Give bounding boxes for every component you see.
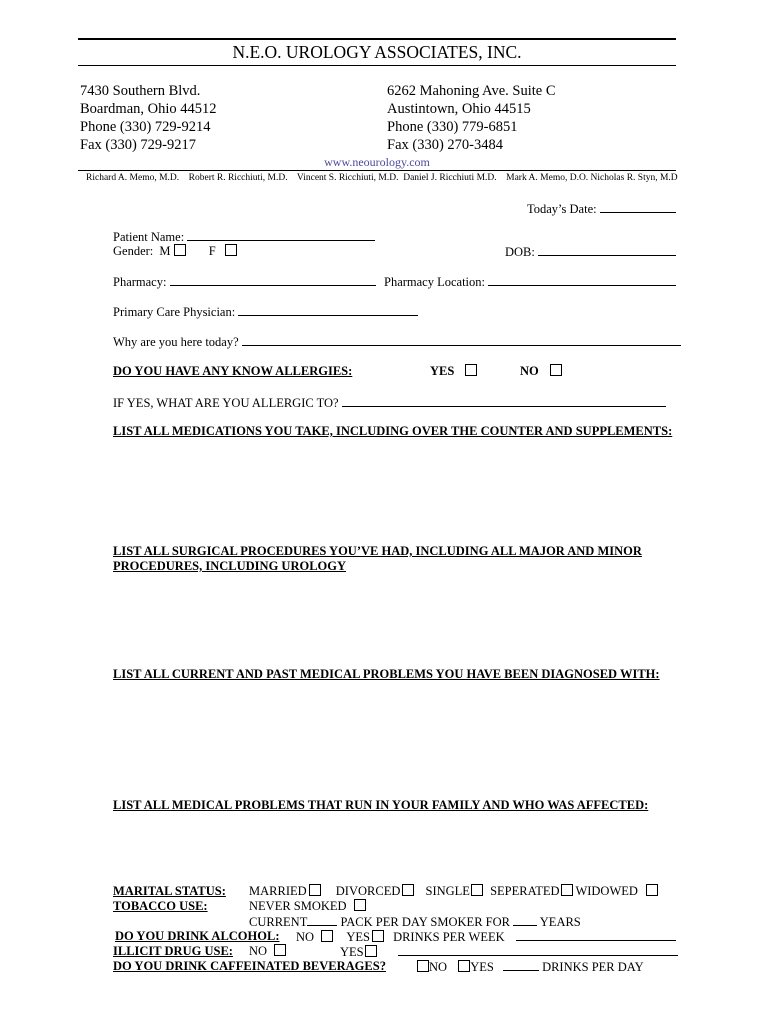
pack-per-day-label: PACK PER DAY SMOKER FOR <box>340 915 510 929</box>
gender-female-label: F <box>208 244 216 258</box>
widowed-checkbox[interactable] <box>646 884 658 896</box>
dob-label: DOB: <box>505 245 535 259</box>
current-label: CURRENT <box>249 915 308 929</box>
single-checkbox[interactable] <box>471 884 483 896</box>
austintown-city: Austintown, Ohio 44515 <box>387 101 531 117</box>
header-top-rule <box>78 38 676 40</box>
family-problems-heading: LIST ALL MEDICAL PROBLEMS THAT RUN IN YOUR FAMILY AND WHO WAS AFFECTED: <box>113 798 649 812</box>
pharmacy-location-blank[interactable] <box>488 274 676 286</box>
never-smoked-label: NEVER SMOKED <box>249 899 347 913</box>
gender-female-checkbox[interactable] <box>225 244 237 256</box>
page-title: N.E.O. UROLOGY ASSOCIATES, INC. <box>232 42 522 62</box>
reason-label: Why are you here today? <box>113 335 239 349</box>
medications-heading: LIST ALL MEDICATIONS YOU TAKE, INCLUDING OVER THE COUNTER AND SUPPLEMENTS: <box>113 424 673 438</box>
married-label: MARRIED <box>249 884 307 898</box>
drinks-per-day-label: DRINKS PER DAY <box>542 960 644 974</box>
seperated-checkbox[interactable] <box>561 884 573 896</box>
drug-yes-label: YES <box>340 945 364 959</box>
header-title-rule <box>78 65 676 66</box>
allergies-question: DO YOU HAVE ANY KNOW ALLERGIES: <box>113 364 353 378</box>
surgical-heading-line2: PROCEDURES, INCLUDING UROLOGY <box>113 559 347 573</box>
alcohol-no-checkbox[interactable] <box>321 930 333 942</box>
pharmacy-blank[interactable] <box>170 274 376 286</box>
drinks-per-week-label: DRINKS PER WEEK <box>393 930 505 944</box>
alcohol-no-label: NO <box>296 930 315 944</box>
allergies-no-option[interactable] <box>520 364 562 379</box>
widowed-label: WIDOWED <box>575 884 638 898</box>
boardman-city: Boardman, Ohio 44512 <box>80 101 217 117</box>
pharmacy-location-field[interactable] <box>384 274 676 290</box>
gender-male-label: M <box>159 244 171 258</box>
smoking-years-blank[interactable] <box>513 914 537 926</box>
allergic-to-label: IF YES, WHAT ARE YOU ALLERGIC TO? <box>113 396 339 410</box>
medical-problems-heading: LIST ALL CURRENT AND PAST MEDICAL PROBLEMS YOU HAVE BEEN DIAGNOSED WITH: <box>113 667 660 681</box>
packs-per-day-blank[interactable] <box>307 914 337 926</box>
todays-date-field[interactable] <box>527 201 676 217</box>
dob-field[interactable] <box>505 244 676 260</box>
alcohol-label: DO YOU DRINK ALCOHOL: <box>115 929 280 943</box>
boardman-address: 7430 Southern Blvd. <box>80 83 201 99</box>
pharmacy-location-label: Pharmacy Location: <box>384 275 486 289</box>
todays-date-blank[interactable] <box>600 201 676 213</box>
boardman-phone: Phone (330) 729-9214 <box>80 119 211 135</box>
gender-male-checkbox[interactable] <box>174 244 186 256</box>
austintown-fax: Fax (330) 270-3484 <box>387 137 503 153</box>
drug-yes-checkbox[interactable] <box>365 945 377 957</box>
alcohol-options <box>296 929 676 945</box>
patient-name-blank[interactable] <box>187 229 375 241</box>
current-smoker-option <box>249 914 581 930</box>
allergic-to-blank[interactable] <box>342 395 666 407</box>
caffeine-yes-checkbox[interactable] <box>458 960 470 972</box>
patient-name-field[interactable] <box>113 229 375 245</box>
pharmacy-field[interactable] <box>113 274 376 290</box>
drug-no-label: NO <box>249 944 268 958</box>
single-label: SINGLE <box>425 884 470 898</box>
allergic-to-field[interactable] <box>113 395 666 411</box>
pcp-blank[interactable] <box>238 304 418 316</box>
caffeine-no-checkbox[interactable] <box>417 960 429 972</box>
caffeine-no-label: NO <box>429 960 448 974</box>
physician-list: Richard A. Memo, M.D. Robert R. Ricchiuti, M.D. Vincent S. Ricchiuti, M.D. Daniel J. Ricchiuti M.D. Mark A. Memo, D.O. Nicholas R. Styn, M.D <box>86 173 678 183</box>
allergies-yes-label: YES <box>430 364 455 378</box>
drug-no-checkbox[interactable] <box>274 944 286 956</box>
caffeine-yes-label: YES <box>470 960 494 974</box>
pcp-label: Primary Care Physician: <box>113 305 236 319</box>
drug-yes-option <box>340 944 678 960</box>
allergies-yes-option[interactable] <box>430 364 477 379</box>
pharmacy-label: Pharmacy: <box>113 275 167 289</box>
austintown-phone: Phone (330) 779-6851 <box>387 119 518 135</box>
illicit-drug-label: ILLICIT DRUG USE: <box>113 944 233 958</box>
alcohol-yes-label: YES <box>346 930 370 944</box>
drinks-per-week-blank[interactable] <box>516 929 676 941</box>
drug-no-option <box>249 944 286 959</box>
allergies-yes-checkbox[interactable] <box>465 364 477 376</box>
never-smoked-option <box>249 899 366 914</box>
allergies-no-checkbox[interactable] <box>550 364 562 376</box>
header-bottom-rule <box>78 170 676 171</box>
allergies-no-label: NO <box>520 364 539 378</box>
reason-blank[interactable] <box>242 334 681 346</box>
drug-details-blank[interactable] <box>398 944 678 956</box>
dob-blank[interactable] <box>538 244 676 256</box>
boardman-fax: Fax (330) 729-9217 <box>80 137 196 153</box>
website-link[interactable]: www.neourology.com <box>324 155 430 169</box>
seperated-label: SEPERATED <box>490 884 560 898</box>
divorced-label: DIVORCED <box>335 884 401 898</box>
surgical-heading-line1: LIST ALL SURGICAL PROCEDURES YOU’VE HAD, INCLUDING ALL MAJOR AND MINOR <box>113 544 642 558</box>
marital-options <box>249 884 658 899</box>
gender-label: Gender: <box>113 244 154 258</box>
marital-status-label: MARITAL STATUS: <box>113 884 226 898</box>
patient-name-label: Patient Name: <box>113 230 185 244</box>
married-checkbox[interactable] <box>309 884 321 896</box>
austintown-address: 6262 Mahoning Ave. Suite C <box>387 83 556 99</box>
reason-for-visit-field[interactable] <box>113 334 681 350</box>
years-label: YEARS <box>539 915 581 929</box>
divorced-checkbox[interactable] <box>402 884 414 896</box>
drinks-per-day-blank[interactable] <box>503 959 539 971</box>
todays-date-label: Today’s Date: <box>527 202 597 216</box>
caffeine-label: DO YOU DRINK CAFFEINATED BEVERAGES? <box>113 959 386 973</box>
pcp-field[interactable] <box>113 304 418 320</box>
gender-field <box>113 244 237 259</box>
tobacco-use-label: TOBACCO USE: <box>113 899 208 913</box>
alcohol-yes-checkbox[interactable] <box>372 930 384 942</box>
caffeine-options <box>417 959 644 975</box>
never-smoked-checkbox[interactable] <box>354 899 366 911</box>
